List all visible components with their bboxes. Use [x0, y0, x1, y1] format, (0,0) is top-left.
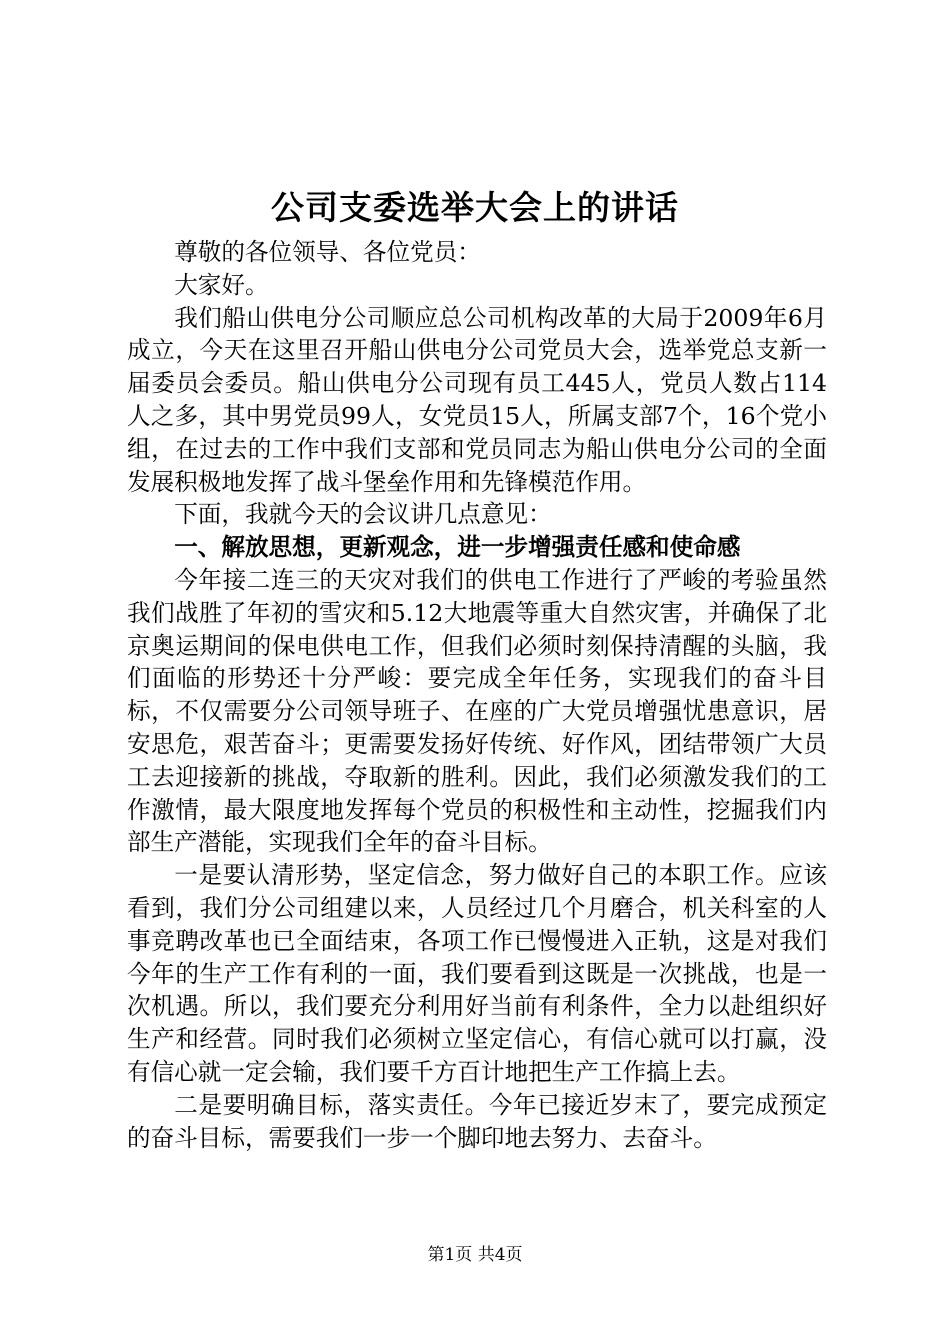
- document-body: [127, 236, 827, 1154]
- transition-paragraph: 下面，我就今天的会议讲几点意见：: [174, 500, 552, 529]
- section-1-paragraph: 今年接二连三的天灾对我们的供电工作进行了严峻的考验虽然我们战胜了年初的雪灾和5.12大地震等重大自然灾害，并确保了北京奥运期间的保电供电工作，但我们必须时刻保持清醒的头脑，我们面临的形势还十分严峻：要完成全年任务，实现我们的奋斗目标，不仅需要分公司领导班子、在座的广大党员增强忧患意识，居安思危，艰苦奋斗；更需要发扬好传统、好作风，团结带领广大员工去迎接新的挑战，夺取新的胜利。因此，我们必须激发我们的工作激情，最大限度地发挥每个党员的积极性和主动性，挖掘我们内部生产潜能，实现我们全年的奋斗目标。: [127, 565, 827, 857]
- intro-paragraph: 我们船山供电分公司顺应总公司机构改革的大局于2009年6月成立，今天在这里召开船山供电分公司党员大会，选举党总支新一届委员会委员。船山供电分公司现有员工445人，党员人数占114人之多，其中男党员99人，女党员15人，所属支部7个，16个党小组，在过去的工作中我们支部和党员同志为船山供电分公司的全面发展积极地发挥了战斗堡垒作用和先锋模范作用。: [127, 303, 827, 496]
- document-title: 公司支委选举大会上的讲话: [271, 188, 679, 227]
- salutation: 尊敬的各位领导、各位党员：: [174, 238, 481, 266]
- greeting: 大家好。: [174, 270, 269, 299]
- point-1-paragraph: 一是要认清形势，坚定信念，努力做好自己的本职工作。应该看到，我们分公司组建以来，人员经过几个月磨合，机关科室的人事竞聘改革也已全面结束，各项工作已慢慢进入正轨，这是对我们今年的生产工作有利的一面，我们要看到这既是一次挑战，也是一次机遇。所以，我们要充分利用好当前有利条件，全力以赴组织好生产和经营。同时我们必须树立坚定信心，有信心就可以打赢，没有信心就一定会输，我们要千方百计地把生产工作搞上去。: [127, 861, 827, 1086]
- point-2-paragraph: 二是要明确目标，落实责任。今年已接近岁末了，要完成预定的奋斗目标，需要我们一步一个脚印地去努力、去奋斗。: [127, 1090, 827, 1152]
- page-footer: 第1页 共4页: [427, 1245, 523, 1265]
- section-heading-1: 一、解放思想，更新观念，进一步增强责任感和使命感: [174, 533, 741, 562]
